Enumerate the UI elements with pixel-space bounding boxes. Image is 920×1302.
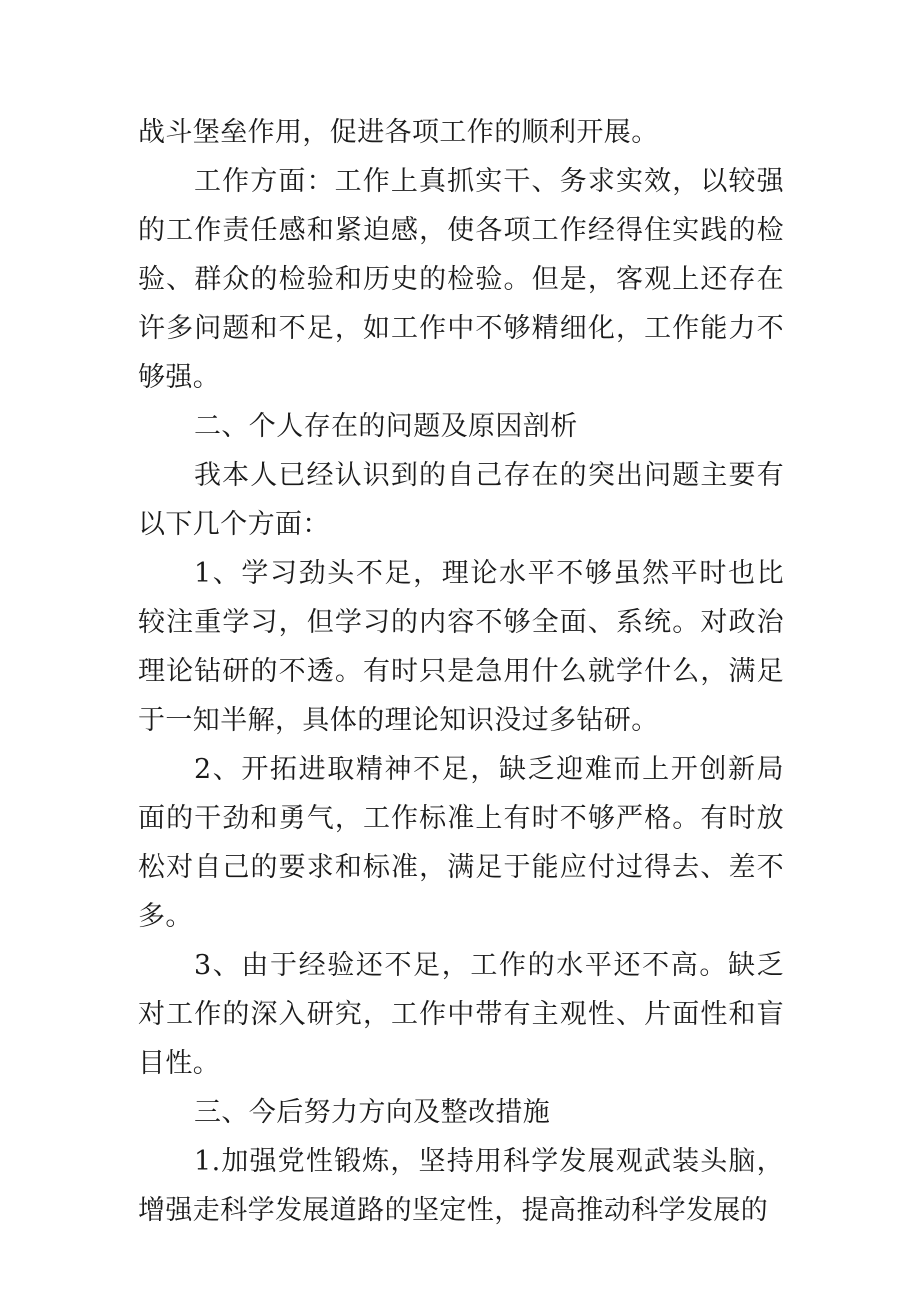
paragraph-problem-2: 2、开拓进取精神不足，缺乏迎难而上开创新局面的干劲和勇气，工作标准上有时不够严格。有时放松对自己的要求和标准，满足于能应付过得去、差不多。 [138, 754, 784, 932]
paragraph-measure-1: 1.加强党性锻炼，坚持用科学发展观武装头脑，增强走科学发展道路的坚定性，提高推动科学发展的 [138, 1146, 784, 1226]
section-heading-problems: 二、个人存在的问题及原因剖析 [194, 411, 578, 442]
paragraph-problem-1: 1、学习劲头不足，理论水平不够虽然平时也比较注重学习，但学习的内容不够全面、系统。对政治理论钻研的不透。有时只是急用什么就学什么，满足于一知半解，具体的理论知识没过多钻研。 [138, 558, 784, 736]
paragraph-problems-intro: 我本人已经认识到的自己存在的突出问题主要有以下几个方面： [138, 460, 784, 540]
paragraph-work-aspect: 工作方面：工作上真抓实干、务求实效，以较强的工作责任感和紧迫感，使各项工作经得住实践的检验、群众的检验和历史的检验。但是，客观上还存在许多问题和不足，如工作中不够精细化，工作能力不够强。 [138, 166, 784, 393]
paragraph-continuation: 战斗堡垒作用，促进各项工作的顺利开展。 [138, 117, 659, 148]
section-heading-measures: 三、今后努力方向及整改措施 [194, 1097, 551, 1128]
paragraph-problem-3: 3、由于经验还不足，工作的水平还不高。缺乏对工作的深入研究，工作中带有主观性、片面性和盲目性。 [138, 950, 784, 1079]
document-body [138, 108, 784, 1235]
